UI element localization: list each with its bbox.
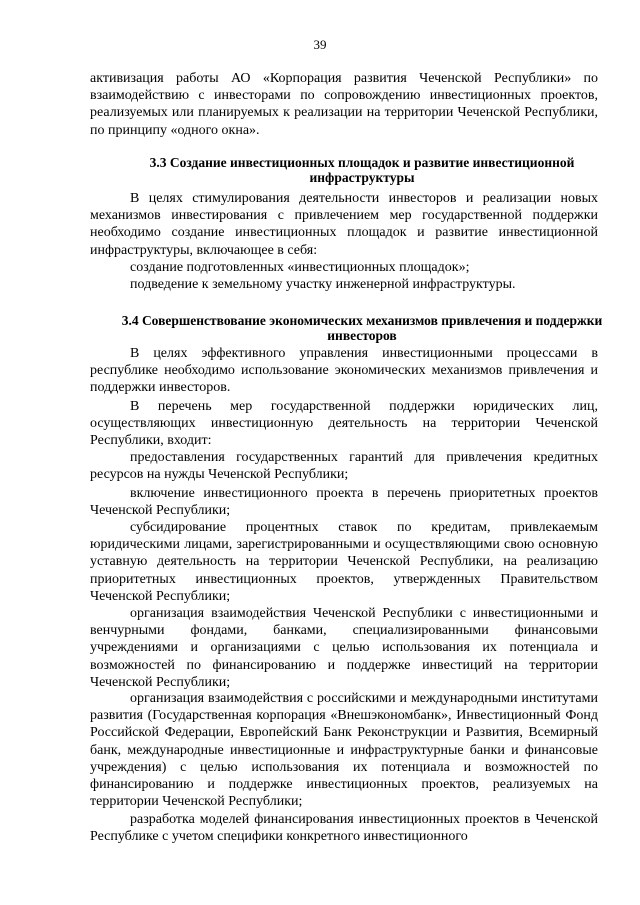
section-3-3-heading: 3.3 Создание инвестиционных площадок и развитие инвестиционной инфраструктуры (149, 155, 575, 185)
section-3-4-paragraph: В целях эффективного управления инвестиционными процессами в республике необходимо использование экономических механизмов привлечения и поддержки инвесторов. (90, 346, 598, 396)
section-3-4-list-item: включение инвестиционного проекта в перечень приоритетных проектов Чеченской Республики; (90, 486, 598, 519)
section-3-4-heading: 3.4 Совершенствование экономических механизмов привлечения и поддержки инвесторов (121, 313, 603, 343)
section-3-4-list-item: организация взаимодействия Чеченской Республики с инвестиционными и венчурными фондами, банками, специализированными финансовыми учреждениями и организациями с целью использования их потенциала и возможностей по финансированию и поддержке инвестиций на территории Чеченской Республики; (90, 606, 598, 690)
section-3-4-list-item: субсидирование процентных ставок по кредитам, привлекаемым юридическими лицами, зарегистрированными и осуществляющими свою основную уставную деятельность на территории Чеченской Республики, на реализацию приоритетных инвестиционных проектов, утвержденных Правительством Чеченской Республики; (90, 520, 598, 604)
section-3-4-paragraph: В перечень мер государственной поддержки юридических лиц, осуществляющих инвестиционную деятельность на территории Чеченской Республики, входит: (90, 399, 598, 449)
section-3-3-list-item: создание подготовленных «инвестиционных площадок»; (130, 260, 470, 275)
section-3-3-list-item: подведение к земельному участку инженерной инфраструктуры. (130, 277, 516, 292)
page-number: 39 (313, 37, 327, 52)
section-3-3-paragraph: В целях стимулирования деятельности инвесторов и реализации новых механизмов инвестирования с привлечением мер государственной поддержки необходимо создание инвестиционных площадок и развитие инвестиционной инфраструктуры, включающее в себя: (90, 191, 598, 258)
section-3-4-list-item: организация взаимодействия с российскими и международными институтами развития (Государственная корпорация «Внешэкономбанк», Инвестиционный Фонд Российской Федерации, Европейский Банк Реконструкции и Развития, Всемирный банк, международные инвестиционные и инфраструктурные банки и финансовые учреждения) с целью использования их потенциала и возможностей по финансированию и поддержке инвестиционных проектов, реализуемых на территории Чеченской Республики; (90, 691, 598, 810)
intro-paragraph: активизация работы АО «Корпорация развития Чеченской Республики» по взаимодействию с инвесторами по сопровождению инвестиционных проектов, реализуемых или планируемых к реализации на территории Чеченской Республики, по принципу «одного окна». (90, 71, 598, 138)
section-3-4-list-item: разработка моделей финансирования инвестиционных проектов в Чеченской Республике с учетом специфики конкретного инвестиционного (90, 812, 598, 845)
section-3-4-list-item: предоставления государственных гарантий для привлечения кредитных ресурсов на нужды Чеченской Республики; (90, 450, 598, 483)
